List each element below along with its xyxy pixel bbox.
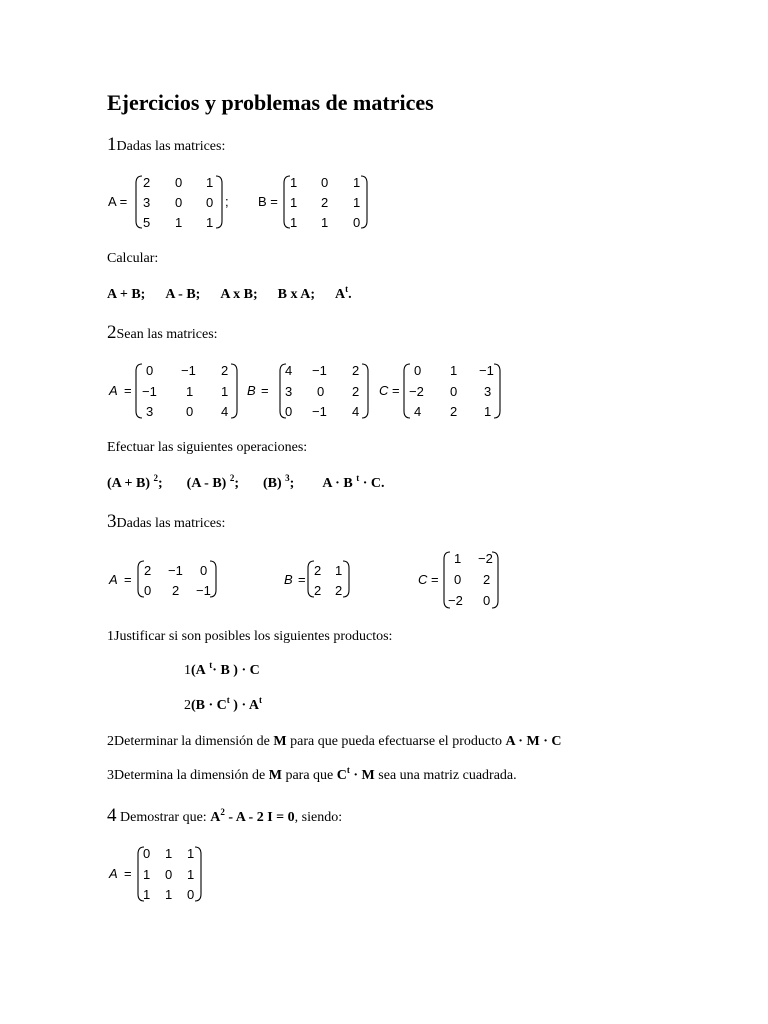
expr: · M [353,768,375,783]
equals: = [261,383,269,398]
matrix-cell: 1 [221,384,229,399]
op: (A - B) [186,476,227,491]
matrix-cell: 1 [353,195,361,210]
op: A - B; [165,287,201,302]
matrix-cell: 1 [175,215,183,230]
question-number: 3 [107,768,114,783]
exercise-4-heading [107,805,342,827]
exercise-number: 2 [107,322,117,343]
matrix-b-label: B = [258,194,278,209]
matrix-cell: 0 [144,583,152,598]
punct: ; [234,476,239,491]
op: A · B [322,476,353,491]
matrix-cell: 0 [321,175,329,190]
equals: = [124,383,132,398]
matrix-cell: 0 [206,195,214,210]
right-bracket [362,364,368,418]
matrix-cell: 2 [172,583,180,598]
matrix-cell: 3 [146,404,154,419]
ex1-operations [107,284,352,303]
ex3-question-1-item-2 [184,695,262,714]
superscript: t [226,695,230,705]
exercise-intro: Sean las matrices: [116,327,218,342]
exercise-number: 3 [107,511,117,532]
matrix-cell: 1 [290,175,298,190]
matrix-cell: 1 [454,551,462,566]
question-number: 2 [107,734,114,749]
matrix-cell: −1 [196,583,211,598]
matrix-cell: 0 [285,404,293,419]
exercise-number: 1 [107,134,117,155]
matrix-cell: −1 [181,363,196,378]
matrix-cell: 1 [206,175,214,190]
matrix-cell: −2 [409,384,424,399]
matrix-cell: 1 [290,215,298,230]
punct: ; [157,476,163,491]
matrix-a-label: A = [108,194,128,209]
equals: = [124,866,132,881]
exercise-2-heading [107,322,218,344]
matrix-cell: 0 [175,175,183,190]
equals: = [392,383,400,398]
op: (B) [263,476,282,491]
matrix-cell: 0 [186,404,194,419]
matrix-cell: 0 [317,384,325,399]
matrix-cell: 4 [414,404,422,419]
matrix-cell: 2 [352,384,360,399]
superscript: t [258,695,262,705]
matrix-cell: 1 [484,404,492,419]
question-number: 1 [107,629,114,644]
superscript: 2 [229,473,235,483]
matrix-cell: 2 [144,563,152,578]
separator: ; [225,194,229,209]
op: (A + B) [107,476,150,491]
right-bracket [361,176,367,228]
ex2-operations [107,473,385,492]
matrix-cell: 2 [352,363,360,378]
matrix-cell: −2 [478,551,493,566]
expr: C [336,768,347,783]
exercise-intro: Dadas las matrices: [116,139,226,154]
matrix-cell: 0 [146,363,154,378]
question-text: Determinar la dimensión de [114,734,270,749]
matrix-a-label: A [109,866,118,881]
superscript: t [209,660,213,670]
matrix-cell: 4 [352,404,360,419]
calc-label: Calcular: [107,251,159,266]
matrix-cell: −1 [479,363,494,378]
matrix-cell: 4 [221,404,229,419]
expr: ) · A [233,698,259,713]
matrix-cell: 0 [483,593,491,608]
left-bracket [136,176,142,228]
superscript: t [356,473,360,483]
matrix-cell: 1 [143,867,151,882]
op: A [335,287,346,302]
expr: A [210,810,221,825]
matrix-cell: 1 [450,363,458,378]
matrix-cell: −1 [142,384,157,399]
right-bracket [492,552,498,608]
matrix-cell: 1 [165,846,173,861]
matrix-cell: 2 [143,175,151,190]
right-bracket [210,561,216,597]
matrix-cell: 5 [143,215,151,230]
matrix-cell: 1 [187,867,195,882]
matrix-cell: 2 [221,363,229,378]
equals: = [298,572,306,587]
op: B x A; [277,287,316,302]
matrix-b-label: B [247,383,256,398]
question-text: para que pueda efectuarse el producto [290,734,502,749]
matrix-a-label: A [109,572,118,587]
ex3-question-3 [107,765,517,784]
matrix-cell: 0 [450,384,458,399]
expr: A · M · C [505,734,562,749]
expr: · B ) · C [212,663,260,678]
ex3-question-1-item-1 [184,660,260,679]
matrix-cell: 1 [290,195,298,210]
exercise-intro: Demostrar que: [120,810,207,825]
matrix-cell: 0 [175,195,183,210]
question-text: Justificar si son posibles los siguientes productos: [114,629,393,644]
ex4-matrix [108,843,228,905]
expr: (A [191,663,206,678]
equals: = [431,572,439,587]
matrix-cell: 0 [165,867,173,882]
matrix-cell: 1 [186,384,194,399]
superscript: 2 [153,473,158,483]
page-title: Ejercicios y problemas de matrices [107,90,434,115]
matrix-cell: −1 [312,363,327,378]
matrix-cell: 3 [143,195,151,210]
superscript: 3 [285,473,290,483]
ex3-question-1 [107,629,392,645]
exercise-1-heading [107,134,225,156]
matrix-cell: −1 [168,563,183,578]
matrix-cell: 1 [335,563,343,578]
matrix-b-label: B [284,572,293,587]
op: A x B; [220,287,258,302]
matrix-cell: 3 [484,384,492,399]
equals: = [124,572,132,587]
matrix-cell: 2 [314,563,322,578]
item-number: 2 [184,698,191,713]
matrix-cell: 1 [165,887,173,902]
op: A + B; [107,287,146,302]
matrix-cell: 0 [187,887,195,902]
matrix-cell: 1 [353,175,361,190]
right-bracket [195,847,201,901]
matrix-cell: 2 [335,583,343,598]
matrix-cell: 0 [200,563,208,578]
question-text: sea una matriz cuadrada. [378,768,517,783]
matrix-cell: 1 [321,215,329,230]
item-number: 1 [184,663,191,678]
ex3-matrices [108,549,508,611]
expr: (B · C [191,698,227,713]
right-bracket [231,364,237,418]
exercise-intro: Dadas las matrices: [116,516,226,531]
matrix-a-label: A [109,383,118,398]
matrix-cell: 0 [414,363,422,378]
ex3-question-2 [107,734,561,750]
matrix-cell: 2 [321,195,329,210]
matrix-cell: 0 [353,215,361,230]
superscript: t [345,284,349,294]
expr: M [268,768,282,783]
matrix-cell: 3 [285,384,293,399]
expr: - A - 2 I = 0 [228,810,295,825]
matrix-cell: −2 [448,593,463,608]
right-bracket [216,176,222,228]
matrix-cell: 2 [314,583,322,598]
question-text: , siendo: [294,810,343,825]
ex2-op-label: Efectuar las siguientes operaciones: [107,440,308,455]
expr: M [273,734,287,749]
matrix-cell: 2 [450,404,458,419]
matrix-cell: 1 [143,887,151,902]
superscript: 2 [220,807,225,817]
ex2-matrices [108,360,508,422]
matrix-c-label: C [418,572,428,587]
ex1-matrices [108,172,408,232]
op: · C. [362,476,385,491]
matrix-cell: −1 [312,404,327,419]
punct: . [348,287,352,302]
exercise-3-heading [107,511,225,533]
punct: ; [289,476,295,491]
matrix-cell: 1 [187,846,195,861]
exercise-number: 4 [107,805,117,826]
matrix-cell: 4 [285,363,293,378]
question-text: para que [285,768,334,783]
matrix-cell: 2 [483,572,491,587]
matrix-cell: 0 [454,572,462,587]
matrix-cell: 0 [143,846,151,861]
matrix-cell: 1 [206,215,214,230]
superscript: t [346,765,350,775]
question-text: Determina la dimensión de [114,768,266,783]
right-bracket [494,364,500,418]
matrix-c-label: C [379,383,389,398]
right-bracket [343,561,349,597]
